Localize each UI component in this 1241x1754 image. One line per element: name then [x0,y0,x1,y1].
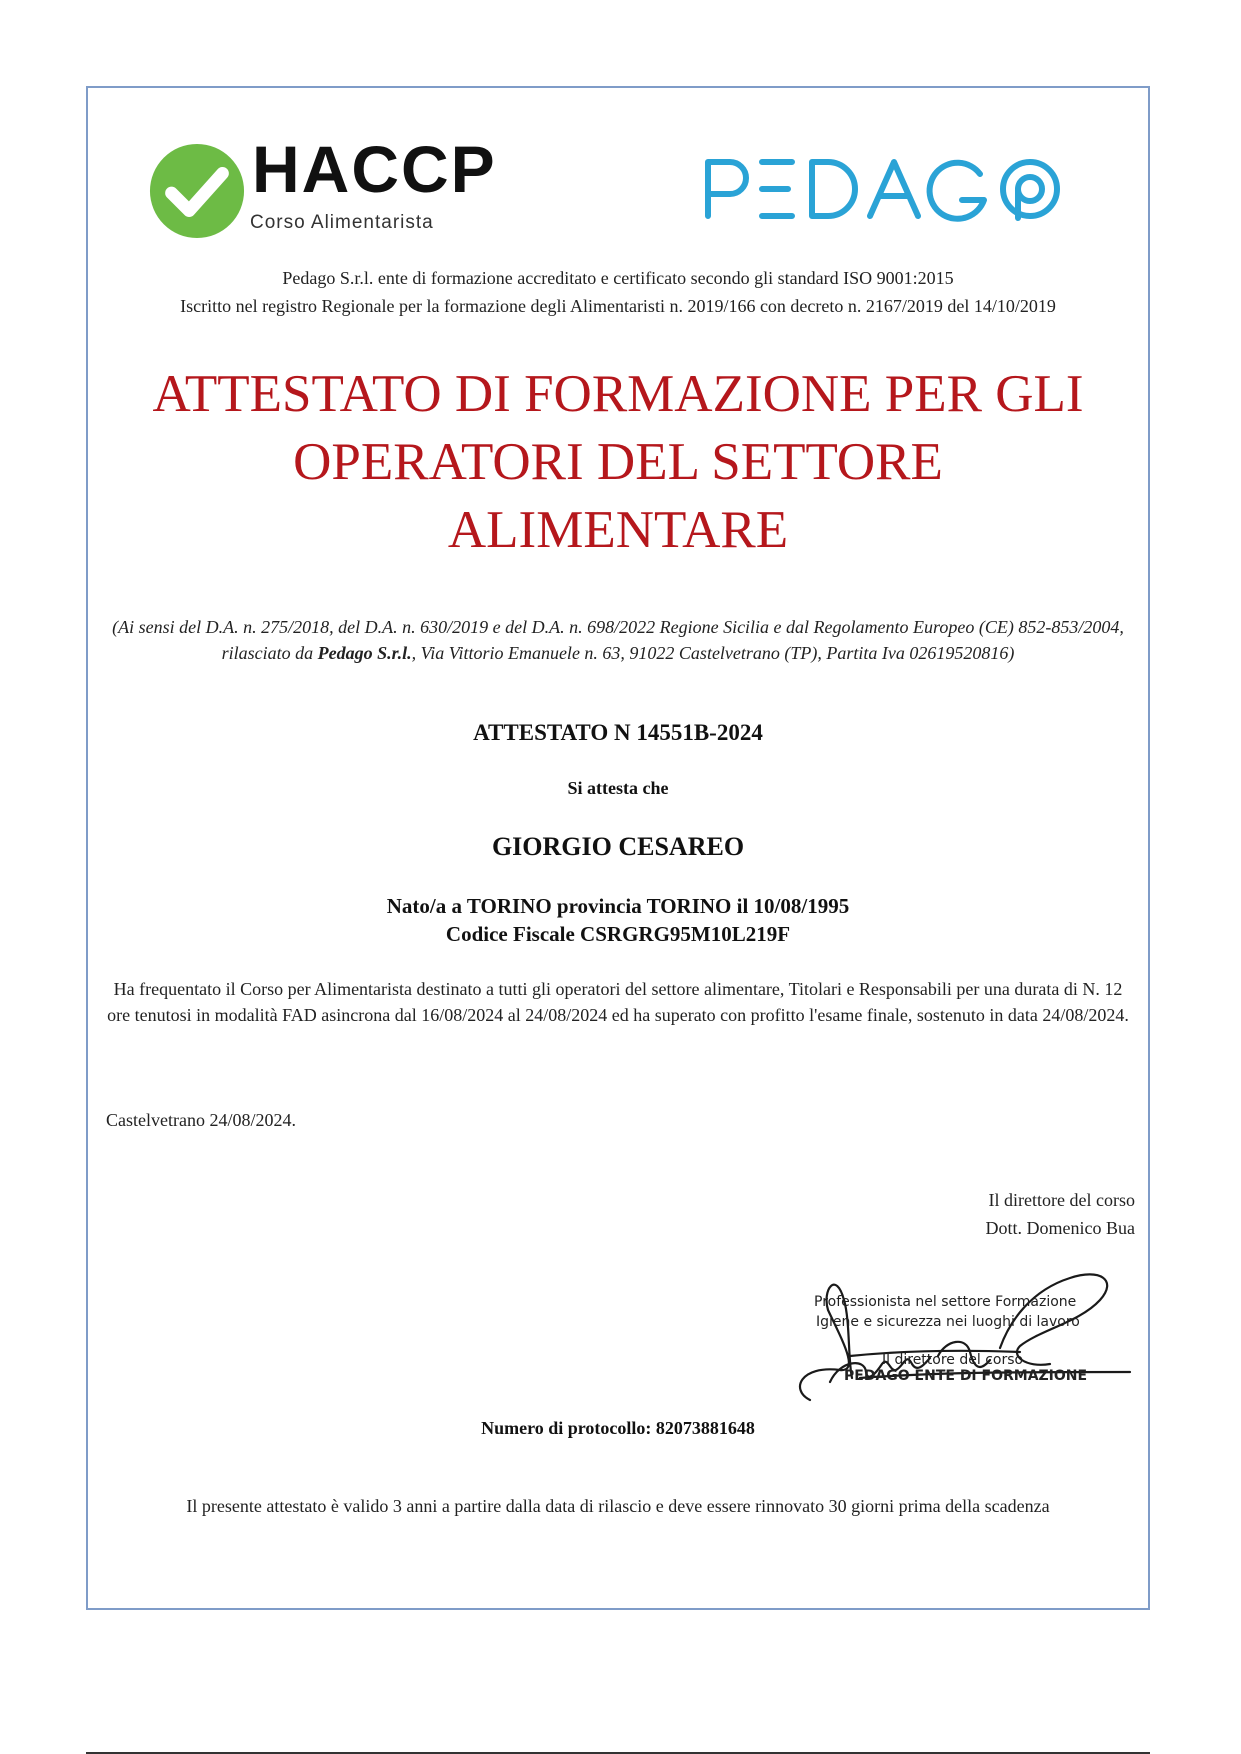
place-date: Castelvetrano 24/08/2024. [106,1110,296,1130]
certificate-title-line-1: ATTESTATO DI FORMAZIONE PER GLI [152,365,1084,423]
stamp-line-1: Professionista nel settore Formazione [814,1294,1077,1310]
stamp-line-4: PEDAGO ENTE DI FORMAZIONE [844,1368,1088,1384]
legal-reference-outro: , Via Vittorio Emanuele n. 63, 91022 Castelvetrano (TP), Partita Iva 02619520816) [411,643,1015,663]
checkmark-icon [148,142,246,240]
director-role: Il direttore del corso [988,1190,1135,1210]
stamp-line-2: Igiene e sicurezza nei luoghi di lavoro [816,1314,1080,1330]
certificate-title-line-3: ALIMENTARE [447,501,789,559]
accreditation-line-1: Pedago S.r.l. ente di formazione accreditato e certificato secondo gli standard ISO 9001:2015 [282,268,954,288]
legal-reference-company: Pedago S.r.l. [317,643,412,663]
accreditation-header [86,264,1150,320]
pedago-logo [700,146,1080,236]
certificate-number: ATTESTATO N 14551B-2024 [473,720,763,745]
director-name: Dott. Domenico Bua [985,1218,1135,1238]
person-name: GIORGIO CESAREO [491,832,745,861]
person-details [86,892,1150,948]
course-description: Ha frequentato il Corso per Alimentarista destinato a tutti gli operatori del settore alimentare, Titolari e Responsabili per una durata di N. 12 ore tenutosi in modalità FAD asincrona dal 16/08/2024 al 24/08/2024 ed ha superato con profitto l'esame finale, sostenuto in data 24/08/2024. [107,979,1129,1025]
legal-reference-intro: (Ai sensi del D.A. n. 275/2018, del D.A. n. 630/2019 e del D.A. n. 698/2022 Regione Sicilia e dal Regolamento Europeo (CE) 852-853/2004, rilasciato da [112,617,1124,663]
legal-reference [104,614,1132,666]
stamp-line-3: Il direttore del corso [882,1352,1024,1368]
validity-note: Il presente attestato è valido 3 anni a partire dalla data di rilascio e deve essere rinnovato 30 giorni prima della scadenza [186,1496,1050,1516]
accreditation-line-2: Iscritto nel registro Regionale per la formazione degli Alimentaristi n. 2019/166 con decreto n. 2167/2019 del 14/10/2019 [180,296,1056,316]
haccp-logo-text: HACCP [252,132,497,206]
haccp-logo [148,132,568,242]
pedago-wordmark-icon [700,146,1080,236]
attest-label: Si attesta che [567,778,669,798]
fiscal-code: Codice Fiscale CSRGRG95M10L219F [445,922,791,946]
haccp-logo-subtitle: Corso Alimentarista [250,212,434,233]
signature-icon [770,1260,1140,1410]
certificate-title-line-2: OPERATORI DEL SETTORE [293,433,943,491]
director-block [986,1186,1135,1242]
birth-info: Nato/a a TORINO provincia TORINO il 10/08/1995 [386,894,850,918]
signature-stamp [770,1260,1140,1410]
protocol-number: Numero di protocollo: 82073881648 [481,1418,755,1438]
certificate-title [86,360,1150,564]
